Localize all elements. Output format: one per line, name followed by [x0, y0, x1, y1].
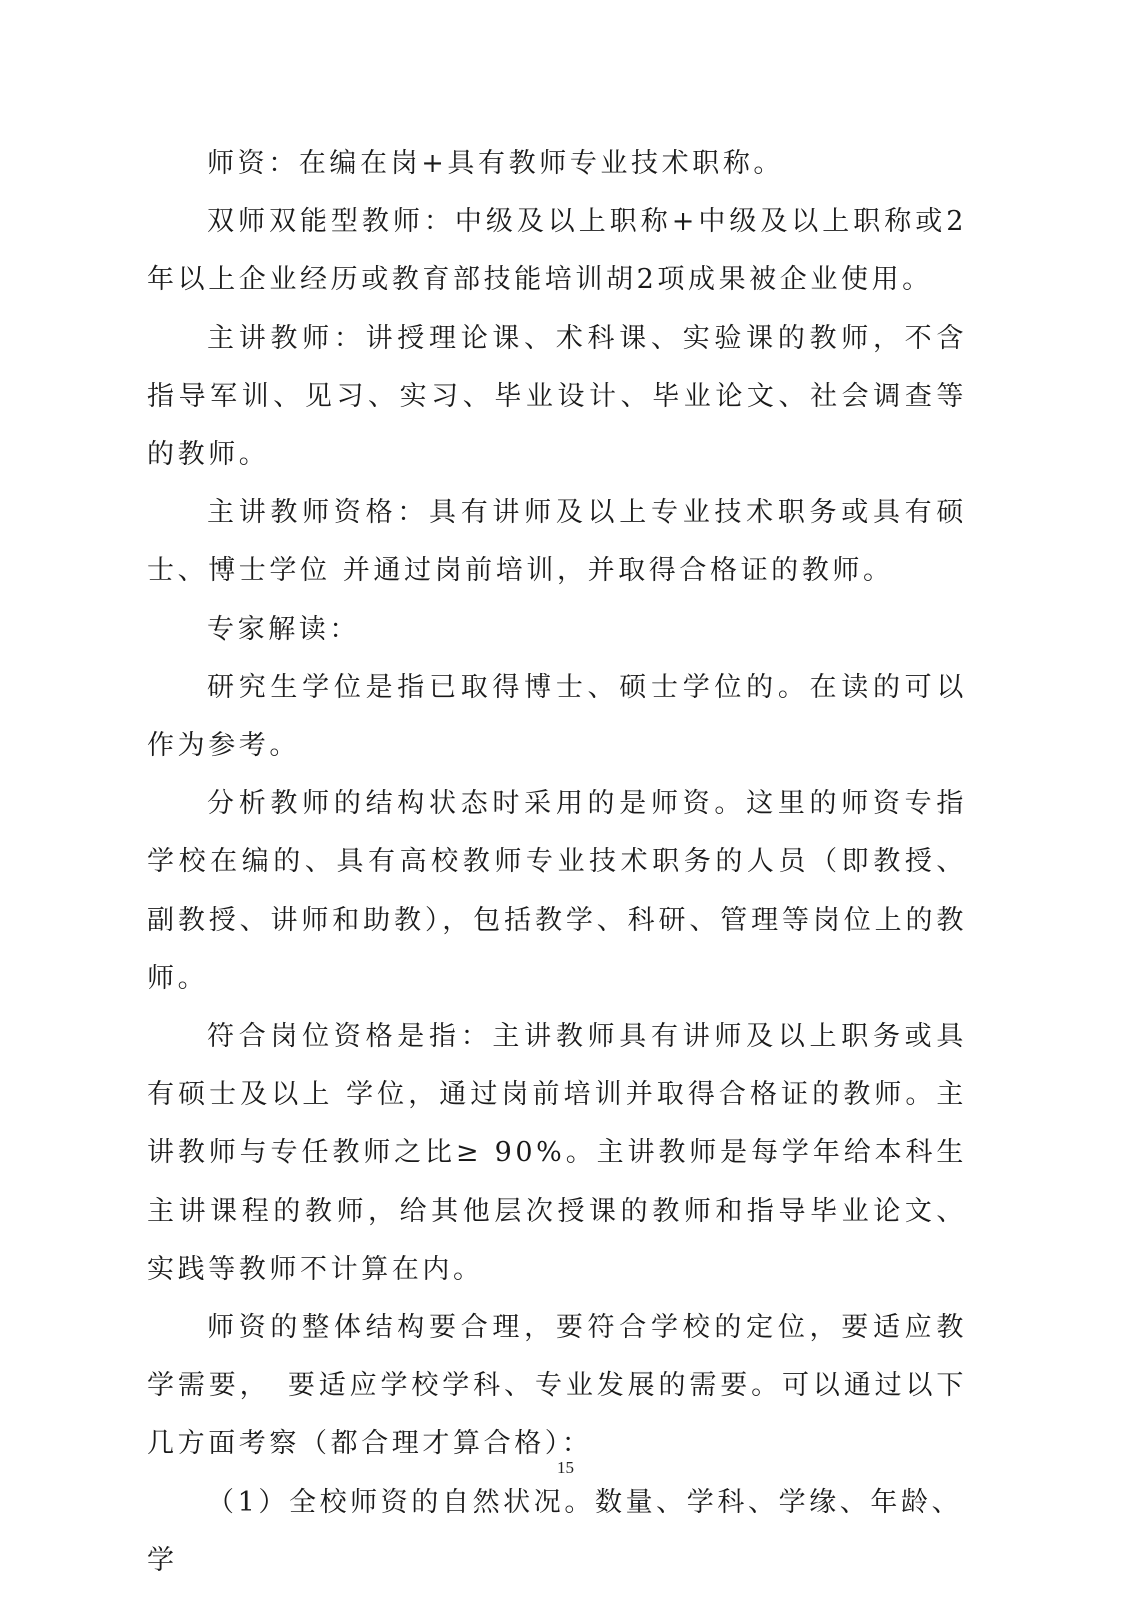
- document-body: [147, 135, 967, 1590]
- paragraph-expert-interpretation-heading: 专家解读：: [207, 613, 360, 645]
- paragraph-faculty-definition: 师资：在编在岗+具有教师专业技术职称。: [207, 148, 785, 179]
- paragraph-lead-teacher: 主讲教师：讲授理论课、术科课、实验课的教师，不含指导军训、见习、实习、毕业设计、毕业论文、社会调查等的教师。: [147, 322, 967, 471]
- paragraph-graduate-degree: 研究生学位是指已取得博士、硕士学位的。在读的可以作为参考。: [147, 671, 967, 762]
- paragraph-overall-structure: 师资的整体结构要合理，要符合学校的定位，要适应教学需要， 要适应学校学科、专业发展的需要。可以通过以下几方面考察（都合理才算合格）：: [147, 1312, 967, 1460]
- paragraph-lead-teacher-qualification: 主讲教师资格：具有讲师及以上专业技术职务或具有硕士、博士学位 并通过岗前培训，并取得合格证的教师。: [147, 497, 967, 587]
- paragraph-dual-qualified-teacher: 双师双能型教师：中级及以上职称+中级及以上职称或2年以上企业经历或教育部技能培训胡2项成果被企业使用。: [147, 206, 967, 296]
- paragraph-item-1: （1）全校师资的自然状况。数量、学科、学缘、年龄、学: [147, 1486, 963, 1576]
- page-number: 15: [557, 1458, 574, 1477]
- paragraph-faculty-structure-analysis: 分析教师的结构状态时采用的是师资。这里的师资专指学校在编的、具有高校教师专业技术职务的人员（即教授、副教授、讲师和助教），包括教学、科研、管理等岗位上的教师。: [147, 788, 967, 994]
- paragraph-position-qualification: 符合岗位资格是指：主讲教师具有讲师及以上职务或具有硕士及以上 学位，通过岗前培训并取得合格证的教师。主讲教师与专任教师之比≥ 90%。主讲教师是每学年给本科生主讲课程的教师，给其他层次授课的教师和指导毕业论文、实践等教师不计算在内。: [147, 1021, 967, 1285]
